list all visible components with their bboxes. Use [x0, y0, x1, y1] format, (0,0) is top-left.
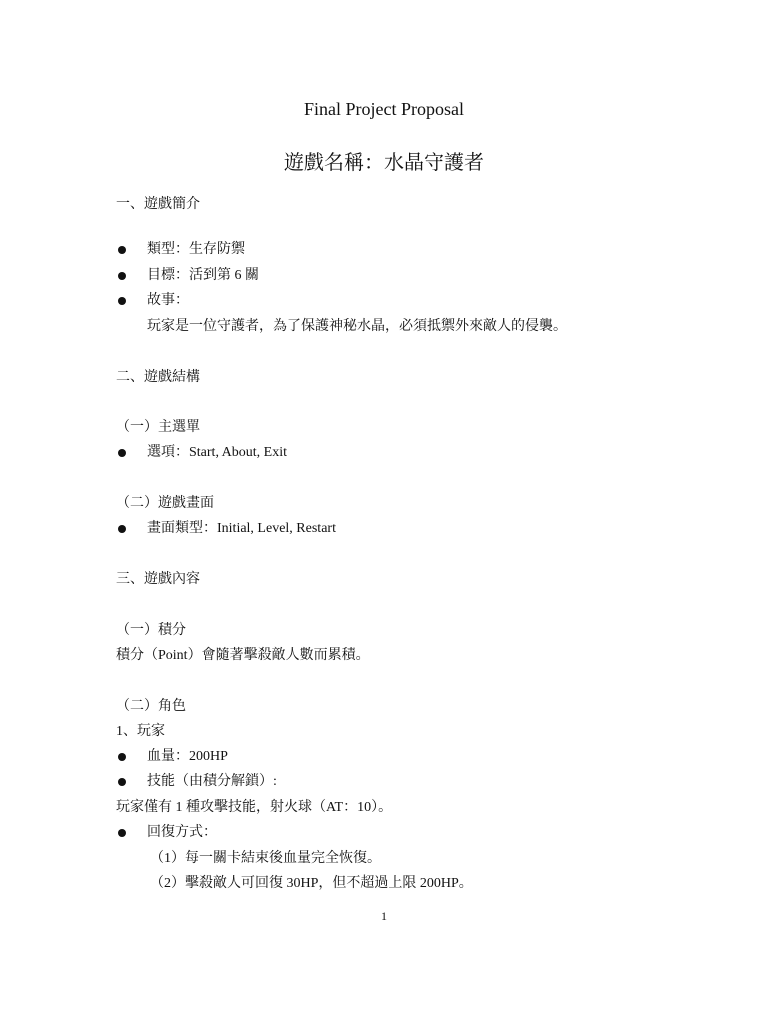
section-heading-intro: 一、遊戲簡介: [116, 197, 200, 212]
list-item-hp: 血量：200HP: [147, 749, 228, 764]
story-text: 玩家是一位守護者，為了保護神秘水晶，必須抵禦外來敵人的侵襲。: [147, 319, 567, 334]
bullet-icon: [118, 449, 126, 457]
bullet-icon: [118, 778, 126, 786]
points-text: 積分（Point）會隨著擊殺敵人數而累積。: [116, 648, 370, 663]
bullet-icon: [118, 297, 126, 305]
list-item-goal: 目標：活到第 6 關: [147, 268, 259, 283]
bullet-icon: [118, 246, 126, 254]
list-item-screen-types: 畫面類型：Initial, Level, Restart: [147, 521, 336, 536]
recovery-item: （1）每一關卡結束後血量完全恢復。: [150, 851, 381, 866]
list-item-story: 故事：: [147, 293, 189, 308]
bullet-icon: [118, 525, 126, 533]
subsection-heading-points: （一）積分: [116, 623, 186, 638]
subsection-heading-characters: （二）角色: [116, 699, 186, 714]
page-number: 1: [381, 909, 387, 923]
bullet-icon: [118, 829, 126, 837]
document-title: Final Project Proposal: [304, 99, 464, 119]
bullet-icon: [118, 753, 126, 761]
list-item-recovery: 回復方式：: [147, 825, 217, 840]
section-heading-structure: 二、遊戲結構: [116, 370, 200, 385]
list-item-type: 類型：生存防禦: [147, 242, 245, 257]
list-item-skill: 技能（由積分解鎖）:: [147, 774, 277, 789]
game-name-heading: 遊戲名稱：水晶守護者: [284, 152, 484, 174]
bullet-icon: [118, 272, 126, 280]
list-item-menu-options: 選項：Start, About, Exit: [147, 445, 287, 460]
subsection-heading-game-screen: （二）遊戲畫面: [116, 496, 214, 511]
skill-text: 玩家僅有 1 種攻擊技能，射火球（AT：10）。: [116, 800, 393, 815]
recovery-item: （2）擊殺敵人可回復 30HP，但不超過上限 200HP。: [150, 876, 473, 891]
player-heading: 1、玩家: [116, 724, 165, 739]
subsection-heading-main-menu: （一）主選單: [116, 420, 200, 435]
section-heading-content: 三、遊戲內容: [116, 572, 200, 587]
